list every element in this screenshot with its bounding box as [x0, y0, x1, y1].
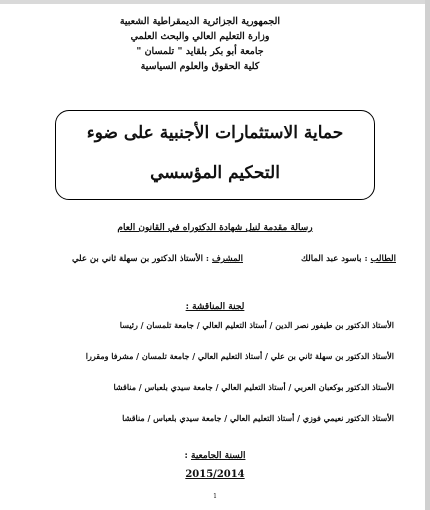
header-line-faculty: كلية الحقوق والعلوم السياسية [140, 61, 260, 72]
header-line-republic: الجمهورية الجزائرية الديمقراطية الشعبية [119, 16, 280, 27]
academic-year-value: 2015/2014 [185, 469, 245, 480]
academic-year-label-line [0, 451, 430, 461]
committee-member-president: الأستاذ الدكتور بن طيفور نصر الدين / أستاذ التعليم العالي / جامعة تلمسان / رئيسا [119, 320, 394, 330]
institution-header [120, 14, 280, 74]
student-name: : باسود عبد المالك [301, 254, 368, 264]
page-number: 1 [213, 493, 217, 500]
supervisor-name: : الأستاذ الدكتور بن سهلة ثاني بن علي [71, 254, 210, 264]
committee-title: لجنة المناقشة : [185, 302, 245, 312]
supervisor-label: المشرف [212, 254, 243, 264]
thesis-title-line-2: التحكيم المؤسسي [150, 163, 280, 183]
viewer-scrollbar[interactable] [425, 0, 430, 510]
committee-member-examiner-2: الأستاذ الدكتور نعيمي فوزي / أستاذ التعليم العالي / جامعة سيدي بلعباس / مناقشا [122, 413, 394, 423]
student-info [301, 254, 396, 264]
thesis-title-box [55, 110, 375, 200]
committee-member-examiner-1: الأستاذ الدكتور بوكعبان العربي / أستاذ التعليم العالي / جامعة سيدي بلعباس / مناقشا [113, 382, 394, 392]
supervisor-info [72, 254, 243, 264]
thesis-title-line-1: حماية الاستثمارات الأجنبية على ضوء [86, 123, 344, 143]
academic-year-label: السنة الجامعية [191, 451, 246, 461]
header-line-university: جامعة أبو بكر بلقايد " تلمسان " [136, 46, 264, 57]
committee-member-supervisor: الأستاذ الدكتور بن سهلة ثاني بن علي / أستاذ التعليم العالي / جامعة تلمسان / مشرفا ومقررا [85, 351, 394, 361]
header-line-ministry: وزارة التعليم العالي والبحث العلمي [130, 31, 270, 42]
thesis-subtitle: رسالة مقدمة لنيل شهادة الدكتوراه في القانون العام [117, 223, 313, 233]
viewer-top-edge [0, 0, 430, 4]
academic-year-separator: : [184, 451, 191, 461]
student-label: الطالب [370, 254, 396, 264]
